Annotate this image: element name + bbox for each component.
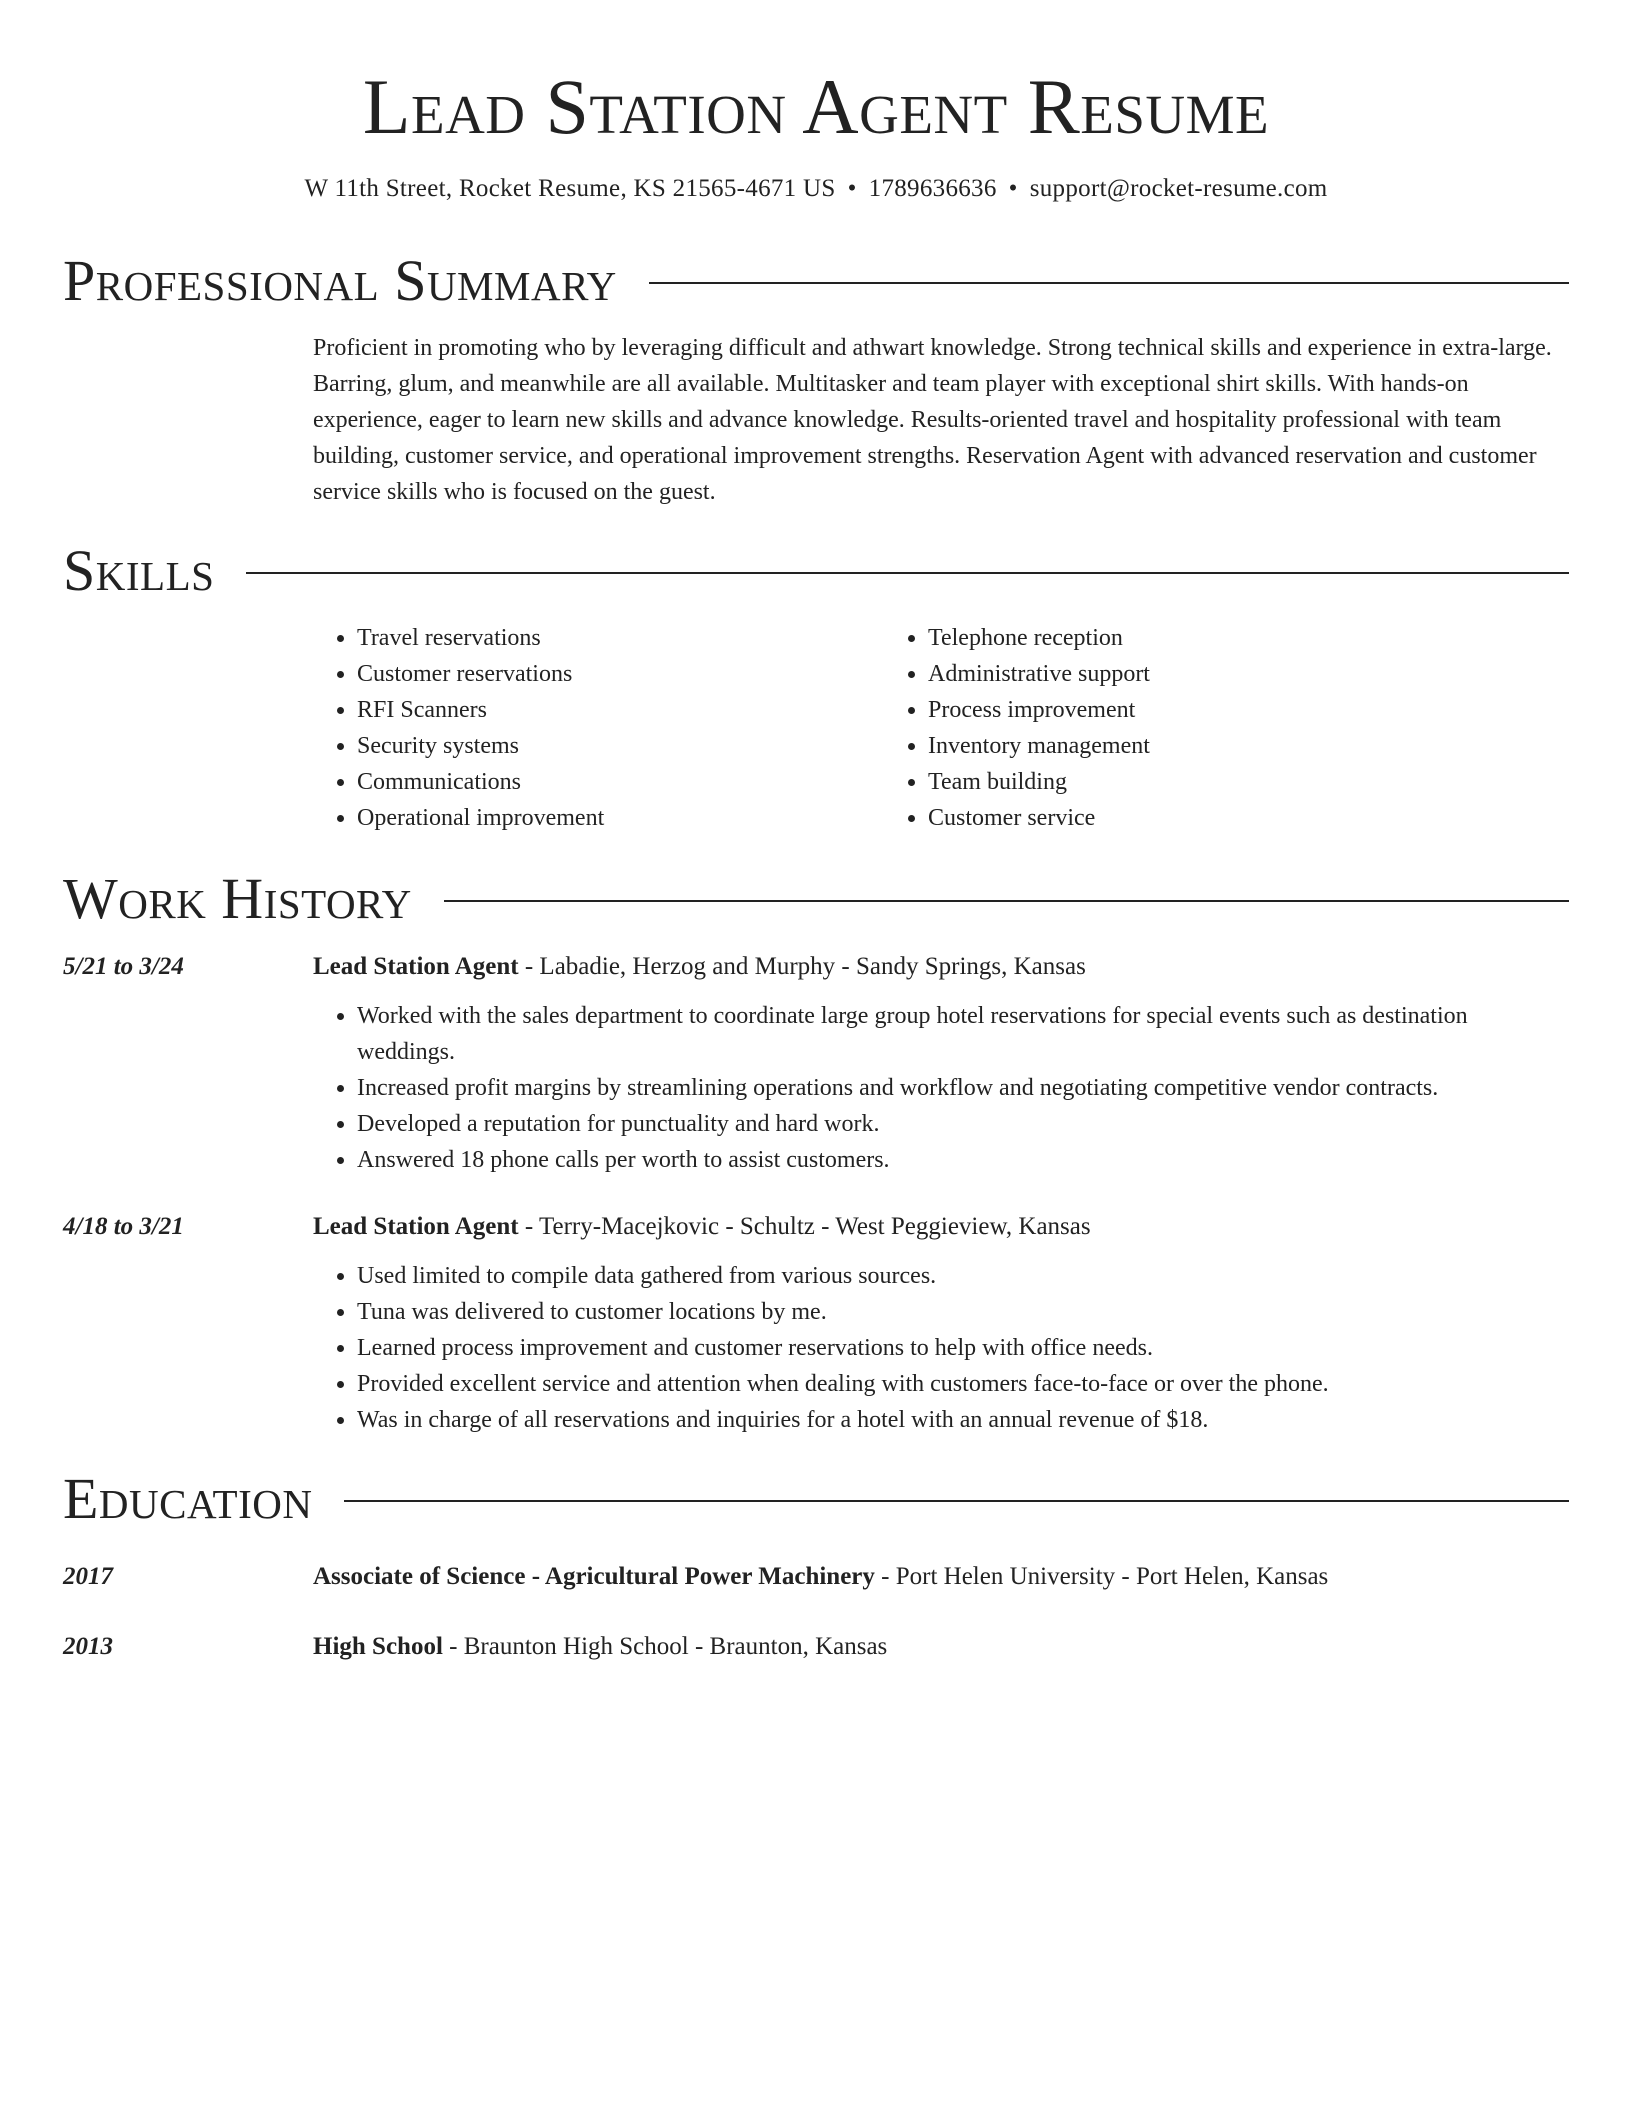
skill-item: • Inventory management	[928, 728, 1569, 764]
education-line	[313, 1628, 1569, 1666]
work-section-header	[63, 868, 1569, 930]
education-entry	[63, 1628, 1569, 1666]
section-divider	[344, 1500, 1569, 1502]
skill-item: • Process improvement	[928, 692, 1569, 728]
job-bullet: • Worked with the sales department to coordinate large group hotel reservations for special events such as destination weddings.	[357, 998, 1569, 1070]
skill-item: • Customer reservations	[357, 656, 884, 692]
contact-separator: •	[1008, 175, 1018, 202]
job-title: Lead Station Agent	[313, 953, 519, 980]
email-link[interactable]: support@rocket-resume.com	[1029, 175, 1328, 202]
job-body	[313, 1208, 1569, 1438]
job-bullet: • Was in charge of all reservations and inquiries for a hotel with an annual revenue of $18.	[357, 1402, 1569, 1438]
education-entry	[63, 1558, 1569, 1596]
education-year: 2013	[63, 1633, 113, 1660]
job-title-line	[313, 948, 1569, 986]
job-bullet: • Tuna was delivered to customer locations by me.	[357, 1294, 1569, 1330]
work-heading: Work History	[63, 866, 412, 931]
job-bullet: • Increased profit margins by streamlining operations and workflow and negotiating competitive vendor contracts.	[357, 1070, 1569, 1106]
job-body	[313, 948, 1569, 1178]
education-body	[313, 1628, 1569, 1666]
education-section-header	[63, 1468, 1569, 1530]
education-list	[63, 1558, 1569, 1666]
job-bullet: • Developed a reputation for punctuality and hard work.	[357, 1106, 1569, 1142]
job-employer: - Labadie, Herzog and Murphy - Sandy Springs, Kansas	[518, 953, 1086, 980]
job-bullet: • Provided excellent service and attention when dealing with customers face-to-face or over the phone.	[357, 1366, 1569, 1402]
job-title: Lead Station Agent	[313, 1213, 519, 1240]
skills-section-header	[63, 540, 1569, 602]
summary-section-header	[63, 250, 1569, 312]
education-school: - Port Helen University - Port Helen, Kansas	[874, 1563, 1329, 1590]
job-entry	[63, 948, 1569, 1178]
education-body	[313, 1558, 1569, 1596]
job-bullet: • Used limited to compile data gathered from various sources.	[357, 1258, 1569, 1294]
skill-item: • Customer service	[928, 800, 1569, 836]
skills-column-right	[884, 620, 1569, 836]
section-divider	[246, 572, 1569, 574]
skill-item: • Communications	[357, 764, 884, 800]
address: W 11th Street, Rocket Resume, KS 21565-4671 US	[304, 175, 836, 202]
skills-heading: Skills	[63, 538, 215, 603]
section-divider	[444, 900, 1569, 902]
resume-title: Lead Station Agent Resume	[362, 63, 1270, 150]
skill-item: • Operational improvement	[357, 800, 884, 836]
skills-column-left	[313, 620, 884, 836]
skill-item: • RFI Scanners	[357, 692, 884, 728]
job-title-line	[313, 1208, 1569, 1246]
education-degree: High School	[313, 1633, 443, 1660]
job-bullet: • Learned process improvement and customer reservations to help with office needs.	[357, 1330, 1569, 1366]
education-school: - Braunton High School - Braunton, Kansas	[442, 1633, 888, 1660]
job-employer: - Terry-Macejkovic - Schultz - West Peggieview, Kansas	[518, 1213, 1091, 1240]
skill-item: • Travel reservations	[357, 620, 884, 656]
education-year: 2017	[63, 1563, 113, 1590]
skills-list	[313, 620, 1569, 836]
summary-heading: Professional Summary	[63, 248, 617, 313]
education-degree: Associate of Science - Agricultural Power Machinery	[313, 1563, 875, 1590]
job-bullets	[313, 1258, 1569, 1438]
education-heading: Education	[63, 1466, 313, 1531]
education-line	[313, 1558, 1569, 1596]
job-dates: 4/18 to 3/21	[63, 1213, 184, 1240]
phone: 1789636636	[868, 175, 997, 202]
job-entry	[63, 1208, 1569, 1438]
skill-item: • Telephone reception	[928, 620, 1569, 656]
contact-line	[63, 172, 1569, 206]
job-bullets	[313, 998, 1569, 1178]
skill-item: • Team building	[928, 764, 1569, 800]
summary-text: Proficient in promoting who by leveraging difficult and athwart knowledge. Strong technical skills and experience in extra-large. Barring, glum, and meanwhile are all available. Multitasker and team player with exceptional shirt skills. With hands-on experience, eager to learn new skills and advance knowledge. Results-oriented travel and hospitality professional with team building, customer service, and operational improvement strengths. Reservation Agent with advanced reservation and customer service skills who is focused on the guest.	[313, 335, 1552, 505]
skill-item: • Security systems	[357, 728, 884, 764]
job-dates: 5/21 to 3/24	[63, 953, 184, 980]
contact-separator: •	[847, 175, 857, 202]
section-divider	[649, 282, 1569, 284]
skill-item: • Administrative support	[928, 656, 1569, 692]
job-bullet: • Answered 18 phone calls per worth to assist customers.	[357, 1142, 1569, 1178]
